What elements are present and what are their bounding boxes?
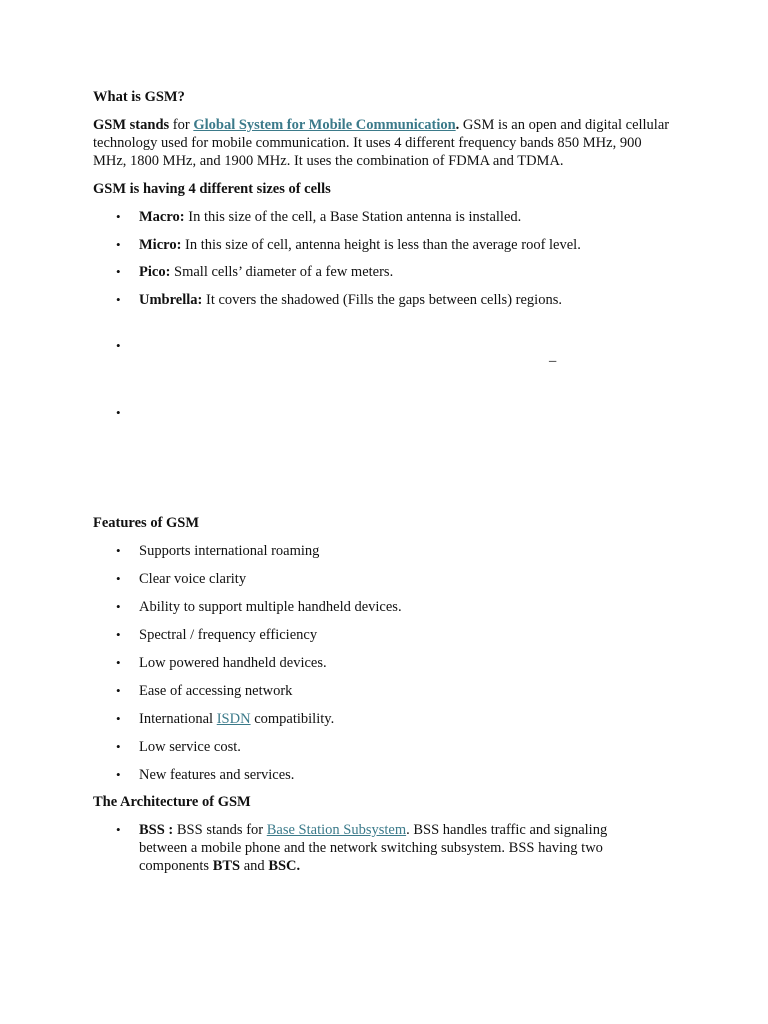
bullet: • xyxy=(116,767,121,782)
bullet: • xyxy=(116,739,121,754)
cell-term: Pico: xyxy=(139,264,171,280)
cell-term: Umbrella: xyxy=(139,292,203,308)
heading-cells: GSM is having 4 different sizes of cells xyxy=(93,181,331,197)
cell-text: In this size of the cell, a Base Station antenna is installed. xyxy=(184,209,522,225)
intro-rest: GSM is an open and digital cellular technology used for mobile communication. It uses 4 different frequency bands 850 MHz, 900 MHz, 1800 MHz, and 1900 MHz. It uses the combination of FDMA and TDMA. xyxy=(93,117,670,169)
bss-link[interactable]: Base Station Subsystem xyxy=(266,822,407,838)
bullet: • xyxy=(116,655,121,670)
heading-what-is-gsm: What is GSM? xyxy=(93,89,185,105)
cell-term: Micro: xyxy=(139,237,182,253)
list-item xyxy=(139,208,679,226)
bss-term: BSS : xyxy=(139,822,174,838)
heading-architecture: The Architecture of GSM xyxy=(93,794,251,810)
feature-text: compatibility. xyxy=(250,711,335,727)
list-item xyxy=(139,291,679,309)
gsm-link[interactable]: Global System for Mobile Communication xyxy=(193,117,456,133)
intro-bold: GSM stands xyxy=(93,117,170,133)
bullet: • xyxy=(116,627,121,642)
bullet: • xyxy=(116,264,121,279)
isdn-link[interactable]: ISDN xyxy=(216,711,251,727)
bullet: • xyxy=(116,711,121,726)
bullet: • xyxy=(116,209,121,224)
bullet: • xyxy=(116,292,121,307)
intro-dot: . xyxy=(455,117,460,133)
cell-text: It covers the shadowed (Fills the gaps between cells) regions. xyxy=(202,292,562,308)
feature-item: Low service cost. xyxy=(139,739,241,755)
empty-bullet: • xyxy=(116,405,121,420)
bullet: • xyxy=(116,571,121,586)
feature-item: Ease of accessing network xyxy=(139,683,293,699)
cell-text: Small cells’ diameter of a few meters. xyxy=(170,264,394,280)
empty-bullet: • xyxy=(116,338,121,353)
bss-item xyxy=(139,821,649,875)
bullet: • xyxy=(116,543,121,558)
intro-paragraph xyxy=(93,116,673,170)
bss-and: and xyxy=(240,858,269,874)
cell-text: In this size of cell, antenna height is less than the average roof level. xyxy=(181,237,581,253)
feature-item xyxy=(139,710,679,728)
cell-term: Macro: xyxy=(139,209,185,225)
list-item xyxy=(139,263,679,281)
feature-item: Low powered handheld devices. xyxy=(139,655,327,671)
feature-text: International xyxy=(139,711,217,727)
bsc-term: BSC. xyxy=(268,858,301,874)
stray-dash: – xyxy=(549,353,557,369)
heading-features: Features of GSM xyxy=(93,515,200,531)
feature-item: Spectral / frequency efficiency xyxy=(139,627,318,643)
feature-item: New features and services. xyxy=(139,767,295,783)
feature-item: Ability to support multiple handheld devices. xyxy=(139,599,402,615)
bts-term: BTS xyxy=(212,858,241,874)
intro-for: for xyxy=(169,117,194,133)
bullet: • xyxy=(116,237,121,252)
bss-text: . BSS handles traffic and signaling between a mobile phone and the network switching subsystem. BSS having two components xyxy=(139,822,608,874)
bullet: • xyxy=(116,599,121,614)
bullet: • xyxy=(116,683,121,698)
feature-item: Clear voice clarity xyxy=(139,571,247,587)
bullet: • xyxy=(116,822,121,837)
bss-text: BSS stands for xyxy=(173,822,267,838)
list-item xyxy=(139,236,679,254)
feature-item: Supports international roaming xyxy=(139,543,320,559)
